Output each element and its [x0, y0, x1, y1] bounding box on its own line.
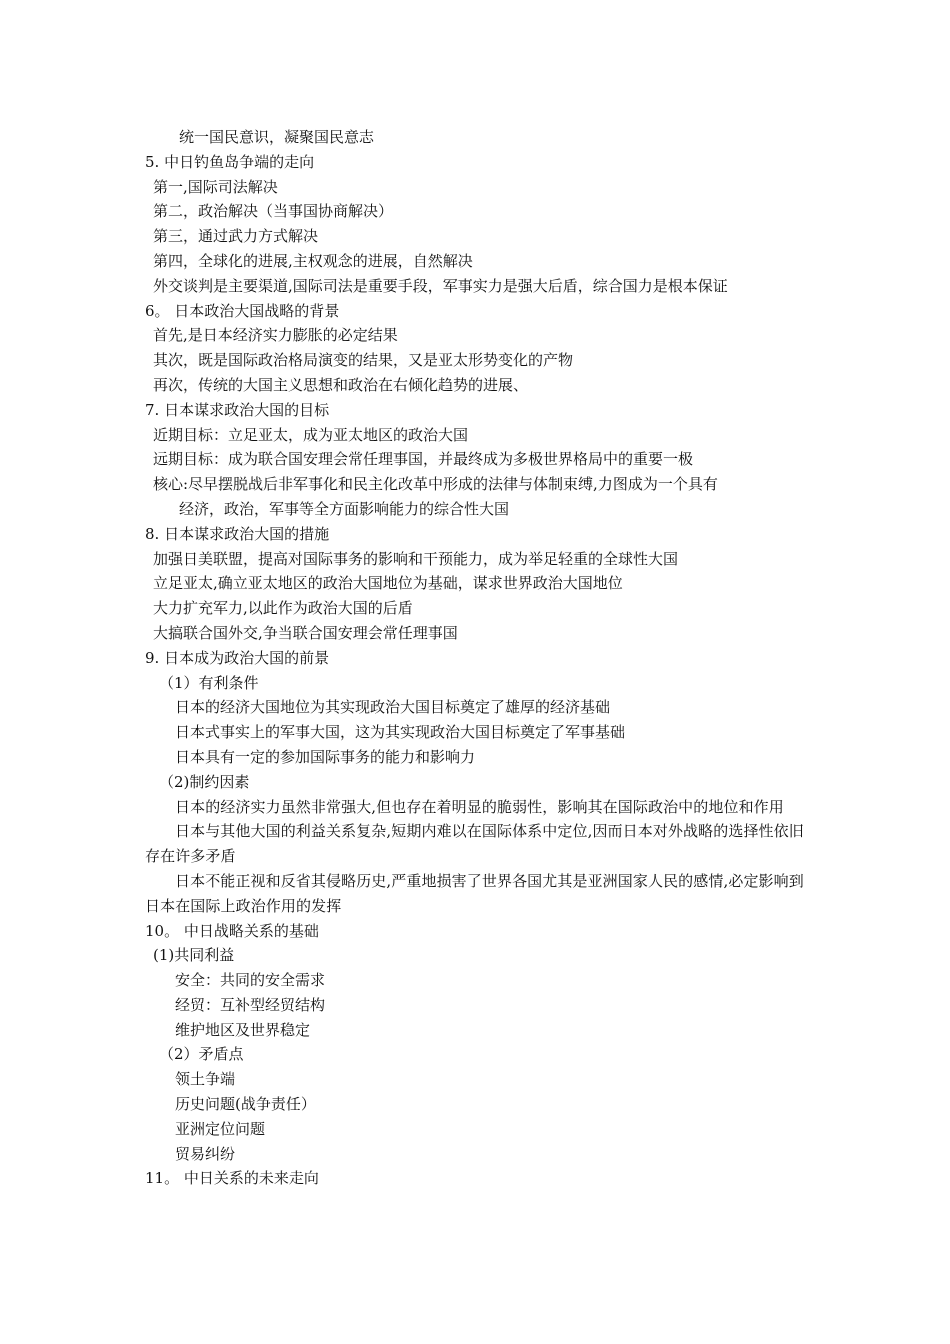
text-line: 经贸：互补型经贸结构	[175, 995, 326, 1014]
section-heading: 8. 日本谋求政治大国的措施	[145, 524, 330, 543]
text-line: （2)制约因素	[159, 772, 250, 791]
paragraph: 日本与其他大国的利益关系复杂,短期内难以在国际体系中定位,因而日本对外战略的选择性依旧存在许多矛盾	[145, 822, 804, 866]
text-line: 统一国民意识，凝聚国民意志	[179, 128, 375, 146]
text-line: 大力扩充军力,以此作为政治大国的后盾	[153, 599, 413, 618]
text-line: 大搞联合国外交,争当联合国安理会常任理事国	[153, 623, 458, 642]
section-heading: 10。 中日战略关系的基础	[145, 921, 319, 940]
text-line: 加强日美联盟，提高对国际事务的影响和干预能力，成为举足轻重的全球性大国	[153, 549, 679, 568]
text-line: 安全：共同的安全需求	[175, 971, 326, 990]
text-line: 日本式事实上的军事大国，这为其实现政治大国目标奠定了军事基础	[175, 723, 626, 742]
text-line: 领土争端	[175, 1070, 236, 1089]
text-line: 再次，传统的大国主义思想和政治在右倾化趋势的进展、	[153, 375, 529, 394]
text-line: 维护地区及世界稳定	[175, 1020, 311, 1039]
section-heading: 11。 中日关系的未来走向	[145, 1169, 319, 1188]
paragraph: 日本的经济实力虽然非常强大,但也存在着明显的脆弱性，影响其在国际政治中的地位和作用	[175, 797, 784, 816]
section-heading: 9. 日本成为政治大国的前景	[145, 648, 330, 667]
text-line: 第四，全球化的进展,主权观念的进展，自然解决	[153, 251, 473, 270]
text-line: （2）矛盾点	[159, 1045, 244, 1064]
text-line: 经济，政治，军事等全方面影响能力的综合性大国	[179, 499, 510, 518]
text-line: 亚洲定位问题	[175, 1119, 266, 1138]
text-line: 历史问题(战争责任）	[175, 1095, 316, 1114]
section-heading: 7. 日本谋求政治大国的目标	[145, 400, 330, 419]
text-line: 第一,国际司法解决	[153, 177, 278, 196]
section-heading: 6。 日本政治大国战略的背景	[145, 301, 340, 320]
text-line: 第二，政治解决（当事国协商解决）	[153, 202, 394, 221]
paragraph: 日本不能正视和反省其侵略历史,严重地损害了世界各国尤其是亚洲国家人民的感情,必定影响到日本在国际上政治作用的发挥	[145, 871, 804, 915]
text-line: 其次，既是国际政治格局演变的结果，又是亚太形势变化的产物	[153, 351, 574, 370]
text-line: 首先,是日本经济实力膨胀的必定结果	[153, 326, 398, 345]
text-line: 近期目标：立足亚太，成为亚太地区的政治大国	[153, 425, 469, 444]
text-line: 立足亚太,确立亚太地区的政治大国地位为基础，谋求世界政治大国地位	[153, 574, 623, 593]
text-line: 外交谈判是主要渠道,国际司法是重要手段，军事实力是强大后盾，综合国力是根本保证	[153, 276, 728, 295]
text-line: 核心:尽早摆脱战后非军事化和民主化改革中形成的法律与体制束缚,力图成为一个具有	[153, 475, 718, 494]
text-line: 远期目标：成为联合国安理会常任理事国，并最终成为多极世界格局中的重要一极	[153, 450, 694, 469]
text-line: 贸易纠纷	[175, 1144, 236, 1163]
text-line: 日本具有一定的参加国际事务的能力和影响力	[175, 747, 476, 766]
document-body	[145, 125, 810, 1191]
text-line: （1）有利条件	[159, 673, 259, 692]
text-line: (1)共同利益	[153, 946, 235, 965]
text-line: 第三，通过武力方式解决	[153, 227, 319, 246]
section-heading: 5. 中日钓鱼岛争端的走向	[145, 152, 315, 171]
text-line: 日本的经济大国地位为其实现政治大国目标奠定了雄厚的经济基础	[175, 698, 611, 717]
